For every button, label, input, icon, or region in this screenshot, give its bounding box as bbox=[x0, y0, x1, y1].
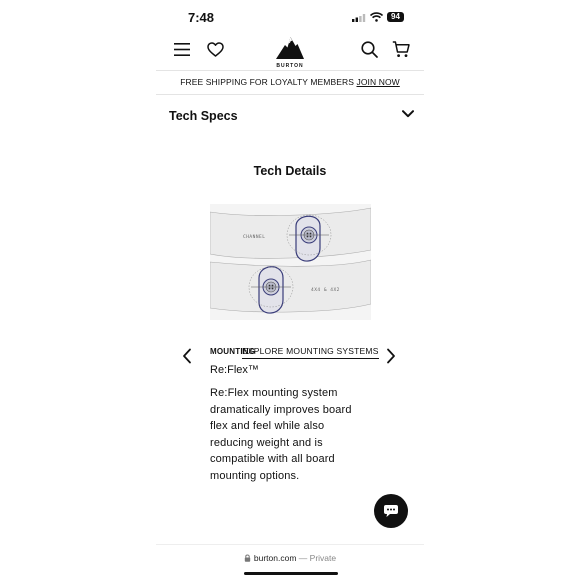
chat-button[interactable] bbox=[374, 494, 408, 528]
detail-category: MOUNTING bbox=[210, 347, 256, 356]
lock-icon bbox=[244, 554, 251, 562]
detail-header bbox=[210, 346, 380, 360]
hole-pattern-label: 4X4 & 4X2 bbox=[311, 288, 340, 293]
promo-banner bbox=[156, 71, 424, 95]
cart-icon[interactable] bbox=[392, 41, 410, 58]
url-display[interactable] bbox=[156, 553, 424, 563]
phone-screen bbox=[156, 0, 424, 580]
detail-description: Re:Flex mounting system dramatically improves board flex and feel while also reducing weight and is compatible with all board mounting options. bbox=[210, 387, 352, 482]
browser-address-bar[interactable] bbox=[156, 544, 424, 580]
chevron-down-icon[interactable] bbox=[402, 110, 414, 118]
tech-specs-title: Tech Specs bbox=[169, 109, 238, 123]
explore-mounting-link[interactable]: EXPLORE MOUNTING SYSTEMS bbox=[242, 346, 379, 359]
status-time: 7:48 bbox=[188, 10, 215, 25]
channel-label: CHANNEL bbox=[243, 235, 266, 240]
mountain-logo-icon bbox=[275, 34, 305, 60]
brand-logo[interactable] bbox=[274, 34, 306, 68]
wifi-icon bbox=[370, 12, 383, 22]
tech-details-title: Tech Details bbox=[253, 164, 327, 178]
heart-icon[interactable] bbox=[207, 42, 224, 57]
top-navigation bbox=[156, 34, 424, 71]
search-icon[interactable] bbox=[361, 41, 378, 58]
chevron-right-icon[interactable] bbox=[386, 348, 396, 364]
detail-product-name: Re:Flex™ bbox=[210, 364, 259, 376]
url-domain: burton.com bbox=[253, 553, 297, 563]
logo-wordmark: BURTON bbox=[276, 63, 304, 69]
hamburger-icon[interactable] bbox=[174, 43, 190, 56]
promo-text: FREE SHIPPING FOR LOYALTY MEMBERS bbox=[180, 77, 357, 87]
chevron-left-icon[interactable] bbox=[182, 348, 192, 364]
tech-specs-accordion[interactable] bbox=[168, 106, 414, 126]
status-bar bbox=[156, 0, 424, 34]
cell-signal-icon bbox=[352, 14, 366, 22]
chat-bubble-icon bbox=[383, 504, 399, 518]
battery-indicator: 94 bbox=[387, 12, 404, 22]
private-label: — Private bbox=[296, 553, 337, 563]
join-now-link[interactable]: JOIN NOW bbox=[356, 77, 400, 87]
home-indicator[interactable] bbox=[244, 572, 338, 575]
mounting-diagram bbox=[210, 204, 371, 320]
